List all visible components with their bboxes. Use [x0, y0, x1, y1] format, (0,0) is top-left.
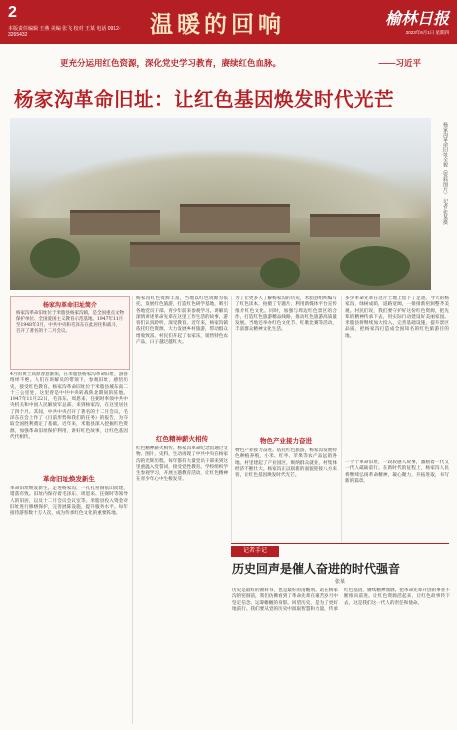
sidebox-title: 杨家沟革命旧址简介: [42, 303, 97, 309]
page-banner: [0, 0, 457, 44]
column-2b-text: 红色精神薪火相传。杨家沟革命纪念馆通过文物、图片、史料，生动再现了中共中央在杨家沟的光辉历程。每年都有大量党员干部来到这里重温入党誓词，接受党性教育。学校组织学生参观学习，开展主题教育活动，让红色精神在青少年心中生根发芽。: [136, 446, 228, 483]
subhead-1: 革命旧址焕发新生: [43, 476, 95, 483]
note-top-rule: [231, 543, 449, 544]
photo-tree: [340, 246, 410, 286]
photo-tree: [260, 258, 300, 288]
kicker-quote: 更充分运用红色资源，深化党史学习教育，赓续红色血脉。: [60, 58, 282, 68]
column-divider: [341, 296, 342, 542]
reporter-note-author: 张某: [335, 579, 346, 585]
reporter-note-tag: 记者手记: [231, 546, 279, 557]
main-headline: 杨家沟革命旧址：让红色基因焕发时代光芒: [14, 89, 395, 111]
column-divider: [132, 296, 133, 724]
subhead-3: 物色产业接力奋进: [260, 438, 312, 445]
column-4b-text: 一个个革命旧址，一段段感人故事，激励着一代又一代人砥砺前行。在新时代的征程上，杨家沟人民将继续弘扬革命精神，凝心聚力，开拓进取，书写新的篇章。: [345, 460, 449, 484]
column-1-text: 4月的黄土高原春意渐浓，在米脂县杨家沟革命旧址，游客络绎不绝。人们在讲解员的带领下，参观旧址，感悟历史，接受红色教育。杨家沟革命旧址位于米脂县城东南二十三公里处，这里曾是中共中央转战陕北期间的驻地。1947年11月22日，毛泽东、周恩来、任弼时率领中共中央机关和中国人民解放军总部，来到杨家沟，在这里居住了四个月。其间，中共中央召开了著名的十二月会议，毛泽东在会上作了《目前形势和我们的任务》的报告，为夺取全国胜利奠定了基础。近年来，米脂县深入挖掘红色资源，加强革命旧址保护利用，讲好红色故事，让红色基因代代相传。: [10, 372, 128, 440]
editor-credits: 本版责任编辑 王燕 美编 张飞 校对 王某 电话 0912-3265432: [8, 26, 121, 38]
paper-logo: 榆林日报: [384, 9, 449, 28]
sidebox-body: 杨家沟革命旧址位于米脂县杨家沟镇，是全国重点文物保护单位、全国爱国主义教育示范基地。1947年11月至1948年3月，中共中央和毛泽东在此居住和战斗，召开了著名的十二月会议。: [16, 311, 124, 334]
column-divider: [231, 296, 232, 542]
photo-tree: [30, 238, 80, 278]
issue-date: 2023年6月1日 星期四: [405, 30, 449, 35]
column-2-text: 杨家沟红色资源丰富，当地以红色资源为依托，发展红色旅游，打造红色研学基地，吸引各地党员干部、青少年前来参观学习。讲解员深情讲述革命先辈在这里工作生活的故事，游客们认真聆听，深受教育。近年来，杨家沟镇依托红色资源，大力发展乡村旅游，带动群众增收致富。村民们开起了农家乐，销售特色农产品，日子越过越红火。: [136, 296, 228, 346]
photo-building: [180, 204, 290, 233]
section-title: 温暖的回响: [150, 11, 285, 38]
kicker-author: ——习近平: [378, 58, 421, 68]
reporter-note-title: 历史回声是催人奋进的时代强音: [232, 562, 401, 576]
subhead-2: 红色精神薪火相传: [156, 436, 208, 443]
photo-building: [70, 210, 160, 235]
column-4-text: 多少革命先辈在这片土地上留下了足迹。今天的杨家沟，绿树成荫，道路宽阔，一排排新窑洞整齐美观。村民们说，我们要守护好这份红色资源，把先辈的精神传承下去，用实际行动建设好美丽家园。米脂县将继续加大投入，完善基础设施，提升景区品质，把杨家沟打造成全国知名的红色旅游目的地。: [345, 296, 449, 339]
lead-photo: [10, 118, 431, 290]
intro-sidebox: [10, 296, 130, 370]
column-3b-text: 物色产业接力奋进。依托红色旅游，杨家沟发展特色种植养殖，小米、红枣、苹果等农产品远销各地。村里建起了产业园区，吸纳群众就业，村集体经济不断壮大。杨家沟正以崭新的面貌迎接八方来客，让红色基因焕发时代光芒。: [235, 448, 337, 479]
photo-caption: 杨家沟革命旧址全貌（资料图片） 记者 张某摄: [442, 122, 448, 225]
photo-building: [310, 214, 380, 237]
reporter-note-body: 历史是最好的教科书，也是最好的清醒剂。站在杨家沟的窑洞前，我们仿佛看到了革命先辈在艰苦岁月中坚定信念、运筹帷幄的身影。回望历史，是为了更好地前行。我们要从党的历史中汲取智慧和力量，传承红色基因，赓续精神血脉，把革命先辈开创的事业不断推向前进。让红色资源活起来，让红色故事传下去，这是我们这一代人的责任和使命。: [232, 588, 450, 612]
column-1b-text: 革命旧址焕发新生。走进杨家沟，一孔孔窑洞依山而建，错落有致。旧址内保存着毛泽东、周恩来、任弼时等领导人的旧居，以及十二月会议会议室等。米脂县投入资金对旧址进行修缮保护，完善展陈设施，提升服务水平。每年接待游客数十万人次，成为传承红色文化的重要阵地。: [10, 486, 128, 517]
column-3-text: 为了让更多人了解杨家沟的历史，米脂县组织编写了红色读本，拍摄了专题片，利用新媒体平台宣传推介红色文化。同时，加强与周边红色景区的合作，打造红色旅游精品线路，推动红色旅游高质量发展。当地还举办红色文化节、红歌比赛等活动，丰富群众精神文化生活。: [235, 296, 337, 333]
page-number: 2: [8, 4, 17, 21]
